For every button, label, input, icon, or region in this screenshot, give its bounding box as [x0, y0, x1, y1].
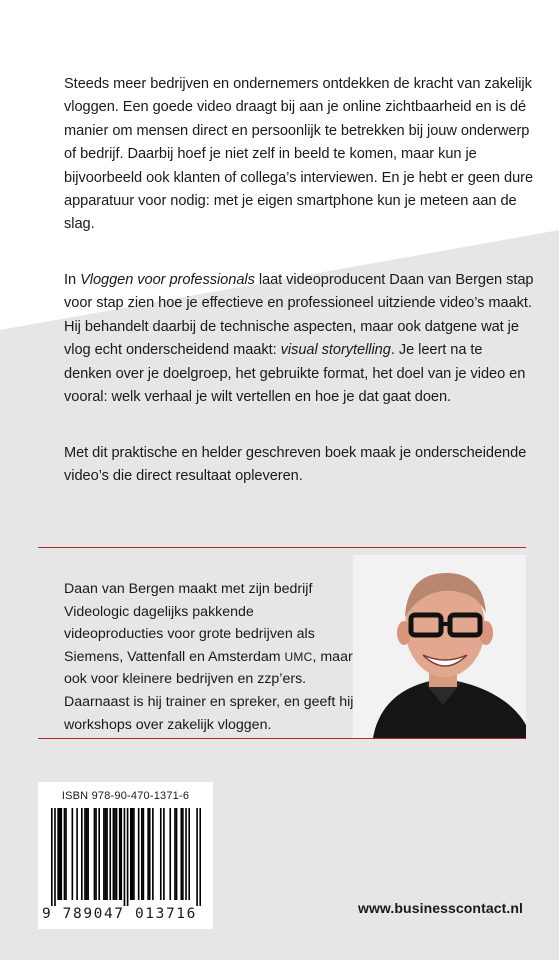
barcode-bar: [185, 808, 187, 900]
barcode-bar: [119, 808, 121, 900]
barcode-bar: [199, 808, 201, 906]
bottom-divider: [38, 738, 526, 739]
intro-paragraph-2-middle: laat videoproducent Daan van Bergen stap voor stap zien hoe je effectieve en professioneel uitziende video’s maakt. Hij behandelt daarbij de technische aspecten, maar ook datgene wat je vlog echt onderscheidend maakt:: [64, 272, 534, 359]
visual-storytelling-term: visual storytelling: [280, 342, 391, 359]
barcode-bar: [160, 808, 162, 900]
barcode-bar: [72, 808, 74, 900]
barcode-bar: [152, 808, 154, 900]
author-bio: [64, 578, 354, 736]
barcode-bar: [81, 808, 83, 900]
barcode-bar: [196, 808, 198, 906]
barcode-bar: [57, 808, 59, 900]
barcode-bar: [130, 808, 132, 900]
barcode-bar: [141, 808, 143, 900]
barcode-bar: [76, 808, 78, 900]
intro-paragraph-2: [64, 269, 534, 409]
barcode-bar: [60, 808, 62, 900]
barcode-bar: [84, 808, 86, 900]
author-bio-part-2: , maar ook voor kleinere bedrijven en zzp’ers. Daarnaast is hij trainer en spreker, en geeft hij workshops over zakelijk vloggen.: [64, 648, 354, 733]
barcode-bar: [113, 808, 115, 900]
barcode-bar: [149, 808, 151, 900]
barcode-bar: [120, 808, 122, 900]
barcode-bar: [176, 808, 178, 900]
barcode-bar: [127, 808, 129, 906]
barcode-bar: [188, 808, 190, 900]
intro-paragraph-2-suffix: . Je leert na te denken over je doelgroep, het gebruikte format, het doel van je video en vooral: welk verhaal je wilt vertellen en hoe je dat gaat doen.: [64, 342, 526, 406]
publisher-url: www.businesscontact.nl: [357, 900, 523, 916]
barcode-bar: [105, 808, 107, 900]
barcode-bar: [143, 808, 145, 900]
barcode-bar: [51, 808, 53, 906]
ean-digits: 9 789047 013716: [42, 906, 197, 922]
top-divider: [38, 547, 526, 548]
barcode-bar: [133, 808, 135, 900]
barcode-bar: [169, 808, 171, 900]
book-title: Vloggen voor professionals: [80, 272, 255, 288]
barcode-bar: [138, 808, 140, 900]
barcode-bar: [180, 808, 182, 900]
author-photo: [353, 555, 526, 738]
barcode-bar: [182, 808, 184, 900]
barcode-bar: [103, 808, 105, 900]
author-bio-umc: UMC: [284, 649, 313, 664]
barcode-bar: [132, 808, 134, 900]
intro-paragraph-1: Steeds meer bedrijven en ondernemers ontdekken de kracht van zakelijk vloggen. Een goede video draagt bij aan je online zichtbaarheid en is dé manier om mensen direct en persoonlijk te betrekken bij jouw onderwerp of bedrijf. Daarbij hoef je niet zelf in beeld te komen, maar kun je bijvoorbeeld ook klanten of collega’s interviewen. En je hebt er geen dure apparatuur voor nodig: met je eigen smartphone kun je meteen aan de slag.: [64, 76, 534, 233]
barcode-image: [51, 808, 201, 906]
barcode-bar: [94, 808, 96, 900]
barcode-bar: [163, 808, 165, 900]
intro-paragraph-3: Met dit praktische en helder geschreven boek maak je onderscheidende video’s die direct resultaat opleveren.: [64, 445, 527, 485]
barcode-bar: [116, 808, 118, 900]
barcode-bar: [174, 808, 176, 900]
barcode-bar: [106, 808, 108, 900]
isbn-label: ISBN 978-90-470-1371-6: [61, 790, 190, 802]
barcode-panel: [38, 782, 213, 929]
barcode-bar: [54, 808, 56, 906]
barcode-bar: [147, 808, 149, 900]
author-bio-part-1: Daan van Bergen maakt met zijn bedrijf Videologic dagelijks pakkende videoproducties voor grote bedrijven als Siemens, Vattenfall en Amsterdam: [64, 581, 315, 665]
barcode-bar: [124, 808, 126, 906]
barcode-bar: [64, 808, 66, 900]
intro-paragraph-2-prefix: In: [64, 272, 81, 288]
barcode-bar: [109, 808, 111, 900]
barcode-bar: [114, 808, 116, 900]
barcode-bar: [87, 808, 89, 900]
barcode-bar: [98, 808, 100, 900]
barcode-bar: [65, 808, 67, 900]
barcode-bar: [95, 808, 97, 900]
barcode-bar: [86, 808, 88, 900]
barcode-bar: [59, 808, 61, 900]
